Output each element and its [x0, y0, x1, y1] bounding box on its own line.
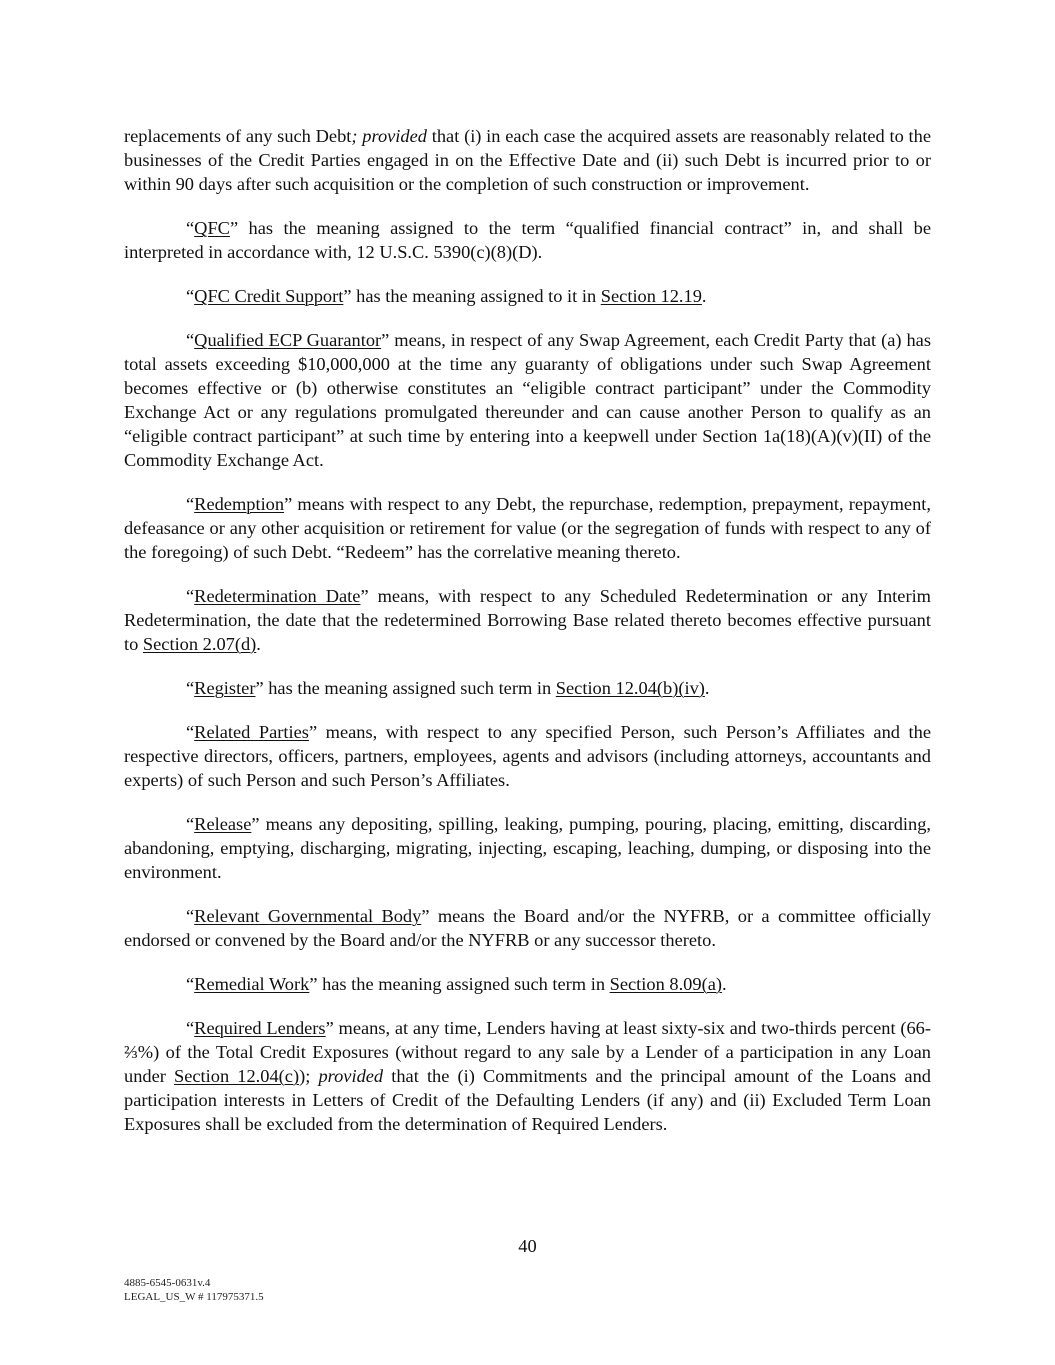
definition-qfc-credit-support [124, 284, 931, 308]
defined-term-or-reference: Qualified ECP Guarantor [194, 330, 382, 350]
text-run: “ [186, 678, 195, 698]
italic-text: provided [318, 1066, 384, 1086]
text-run: ” has the meaning assigned to the term “qualified financial contract” in, and shall be interpreted in accordance with, 12 U.S.C. 5390(c)(8)(D). [124, 218, 931, 262]
text-run: . [704, 678, 710, 698]
definition-required-lenders [124, 1016, 931, 1136]
text-run: ” means any depositing, spilling, leaking, pumping, pouring, placing, emitting, discarding, abandoning, emptying, discharging, migrating, injecting, escaping, leaching, dumping, or disposing into the environment. [124, 814, 931, 882]
text-run: ” means, with respect to any specified Person, such Person’s Affiliates and the respective directors, officers, partners, employees, agents and advisors (including attorneys, accountants and experts) of such Person and such Person’s Affiliates. [124, 722, 931, 790]
definition-qualified-ecp-guarantor [124, 328, 931, 472]
text-run: ” means, in respect of any Swap Agreement, each Credit Party that (a) has total assets exceeding $10,000,000 at the time any guaranty of obligations under such Swap Agreement becomes effective or (b) otherwise constitutes an “eligible contract participant” under the Commodity Exchange Act or any regulations promulgated thereunder and can cause another Person to qualify as an “eligible contract participant” at such time by entering into a keepwell under Section 1a(18)(A)(v)(II) of the Commodity Exchange Act. [124, 330, 931, 470]
text-run: . [256, 634, 261, 654]
text-run: ” means, at any time, Lenders having at least sixty-six and two-thirds percent (66-⅔%) of the Total Credit Exposures (without regard to any sale by a Lender of a participation in any Loan under [124, 1018, 931, 1086]
defined-term-or-reference: Related Parties [194, 722, 309, 742]
defined-term-or-reference: Redemption [194, 494, 285, 514]
defined-term-or-reference: Relevant Governmental Body [194, 906, 422, 926]
document-id-block [124, 1276, 264, 1304]
defined-term-or-reference: Section 8.09(a) [609, 974, 722, 994]
text-run: ” means the Board and/or the NYFRB, or a committee officially endorsed or convened by the Board and/or the NYFRB or any successor thereto. [124, 906, 931, 950]
legal-id-line: LEGAL_US_W # 117975371.5 [124, 1291, 264, 1303]
defined-term-or-reference: QFC [194, 218, 230, 238]
text-run: ” has the meaning assigned to it in [343, 286, 601, 306]
text-run: “ [186, 1018, 195, 1038]
text-run: ” has the meaning assigned such term in [255, 678, 556, 698]
definition-remedial-work [124, 972, 931, 996]
text-run: “ [186, 494, 195, 514]
text-run: “ [186, 586, 195, 606]
text-run: “ [186, 722, 195, 742]
definition-qfc [124, 216, 931, 264]
defined-term-or-reference: Section 2.07(d) [142, 634, 257, 654]
defined-term-or-reference: Release [194, 814, 252, 834]
text-run: . [721, 974, 727, 994]
text-run: ); [299, 1066, 319, 1086]
text-run: “ [186, 286, 195, 306]
italic-text: ; provided [351, 126, 427, 146]
definition-relevant-governmental-body [124, 904, 931, 952]
text-run: ” means with respect to any Debt, the repurchase, redemption, prepayment, repayment, defeasance or any other acquisition or retirement for value (or the segregation of funds with respect to any of the foregoing) of such Debt. “Redeem” has the correlative meaning thereto. [124, 494, 931, 562]
text-run: replacements of any such Debt [124, 126, 352, 146]
definition-release [124, 812, 931, 884]
text-run: that the (i) Commitments and the principal amount of the Loans and participation interests in Letters of Credit of the Defaulting Lenders (if any) and (ii) Excluded Term Loan Exposures shall be excluded from the determination of Required Lenders. [124, 1066, 931, 1134]
text-run: “ [186, 814, 195, 834]
definition-redemption [124, 492, 931, 564]
text-run: ” has the meaning assigned such term in [309, 974, 610, 994]
defined-term-or-reference: QFC Credit Support [194, 286, 344, 306]
defined-term-or-reference: Register [194, 678, 256, 698]
defined-term-or-reference: Remedial Work [194, 974, 310, 994]
text-run: . [701, 286, 707, 306]
defined-term-or-reference: Section 12.04(b)(iv) [555, 678, 705, 698]
definition-redetermination-date [124, 584, 931, 656]
text-run: that (i) in each case the acquired assets are reasonably related to the businesses of the Credit Parties engaged in on the Effective Date and (ii) such Debt is incurred prior to or within 90 days after such acquisition or the completion of such construction or improvement. [124, 126, 931, 194]
page-number: 40 [518, 1236, 537, 1256]
text-run: “ [186, 974, 195, 994]
text-run: ” means, with respect to any Scheduled Redetermination or any Interim Redetermination, the date that the redetermined Borrowing Base related thereto becomes effective pursuant to [124, 586, 931, 654]
defined-term-or-reference: Required Lenders [194, 1018, 326, 1038]
defined-term-or-reference: Redetermination Date [194, 586, 361, 606]
para-continuation-purchase-money [124, 124, 931, 196]
text-run: “ [186, 218, 195, 238]
definition-related-parties [124, 720, 931, 792]
document-page [124, 124, 931, 1156]
definition-register [124, 676, 931, 700]
text-run: “ [186, 906, 195, 926]
defined-term-or-reference: Section 12.19 [600, 286, 702, 306]
document-id-line: 4885-6545-0631v.4 [124, 1277, 211, 1289]
text-run: “ [186, 330, 195, 350]
defined-term-or-reference: Section 12.04(c) [174, 1066, 300, 1086]
